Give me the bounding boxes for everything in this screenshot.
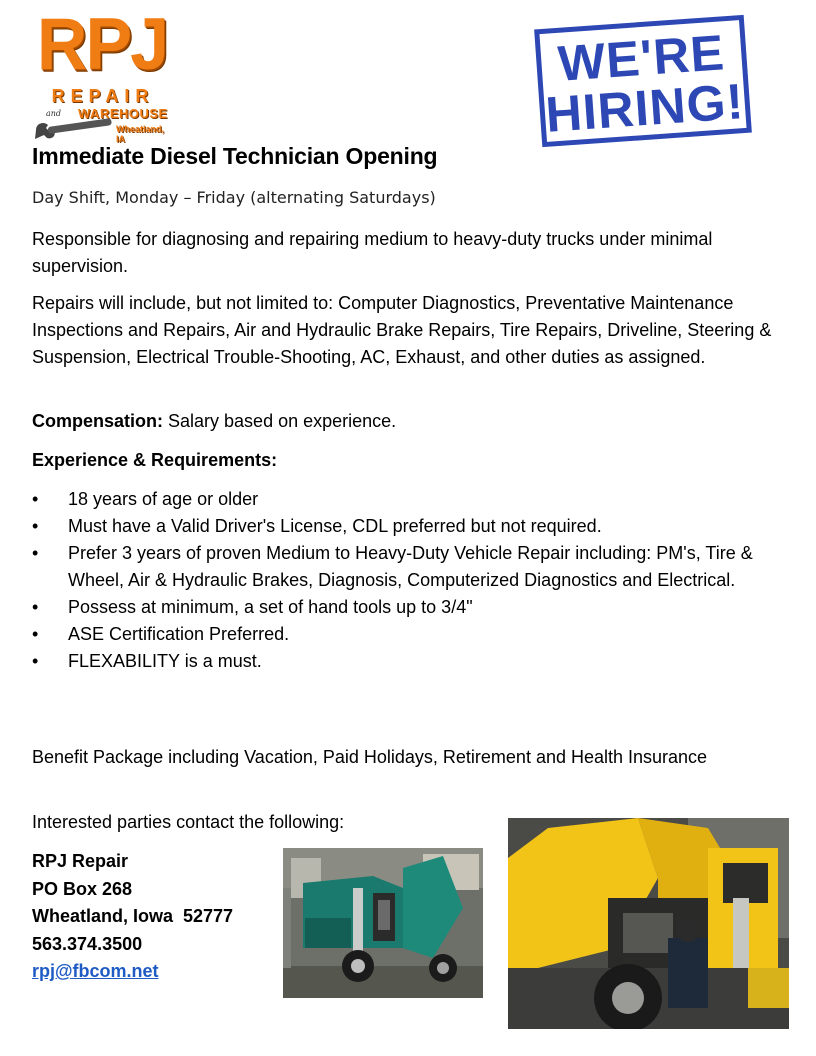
company-logo [32,3,172,144]
requirements-list [32,486,772,675]
logo-repair-text: REPAIR [51,86,155,106]
green-truck-photo [283,848,483,998]
wrench-icon [32,118,116,142]
contact-phone: 563.374.3500 [32,933,143,954]
contact-city: Wheatland, Iowa 52777 [32,906,234,926]
requirement-text: Prefer 3 years of proven Medium to Heavy-Duty Vehicle Repair including: PM's, Tire & Wheel, Air & Hydraulic Brakes, Diagnosis, Computerized Diagnostics and Electrical. [68,543,753,590]
hiring-stamp [534,15,752,147]
list-item [32,648,772,675]
stamp-line-2: HIRING! [543,73,746,143]
list-item [32,540,772,594]
requirement-text: FLEXABILITY is a must. [68,651,262,671]
contact-pobox: PO Box 268 [32,878,133,899]
bullet-icon: • [32,489,39,509]
stamp-line-1: WE'RE [556,24,727,92]
bullet-icon: • [32,597,39,617]
contact-company: RPJ Repair [32,851,129,871]
yellow-truck-illustration [508,818,789,1029]
contact-email-link[interactable]: rpj@fbcom.net [32,961,159,981]
list-item [32,486,772,513]
benefits-paragraph: Benefit Package including Vacation, Paid Holidays, Retirement and Health Insurance [32,747,708,767]
requirement-text: ASE Certification Preferred. [68,624,290,644]
bullet-icon: • [32,651,39,671]
bullet-icon: • [32,543,39,563]
logo-rpj-text: RPJ [36,3,168,85]
compensation-line [32,411,396,432]
requirement-text: Must have a Valid Driver's License, CDL preferred but not required. [68,516,602,536]
shift-info: Day Shift, Monday – Friday (alternating Saturdays) [32,188,436,207]
logo-location-text: Wheatland, IA [116,124,165,144]
responsibility-paragraph: Responsible for diagnosing and repairing medium to heavy-duty trucks under minimal supervision. [32,229,713,276]
logo-warehouse-text: WAREHOUSE [78,106,168,121]
compensation-label: Compensation: [32,411,164,431]
green-truck-illustration [283,848,483,998]
list-item [32,621,772,648]
list-item [32,513,772,540]
requirement-text: 18 years of age or older [68,489,259,509]
logo-and-text: and [46,109,62,118]
requirements-heading: Experience & Requirements: [32,450,278,470]
bullet-icon: • [32,624,39,644]
contact-block [32,848,233,986]
yellow-truck-photo [508,818,789,1029]
contact-intro: Interested parties contact the following: [32,812,345,832]
repairs-paragraph: Repairs will include, but not limited to: Computer Diagnostics, Preventative Maintenance Inspections and Repairs, Air and Hydraulic Brake Repairs, Tire Repairs, Driveline, Steering & Suspension, Electrical Trouble-Shooting, AC, Exhaust, and other duties as assigned. [32,293,772,367]
requirement-text: Possess at minimum, a set of hand tools up to 3/4" [68,597,473,617]
list-item [32,594,772,621]
compensation-text: Salary based on experience. [163,411,397,431]
job-title: Immediate Diesel Technician Opening [32,143,438,169]
bullet-icon: • [32,516,39,536]
